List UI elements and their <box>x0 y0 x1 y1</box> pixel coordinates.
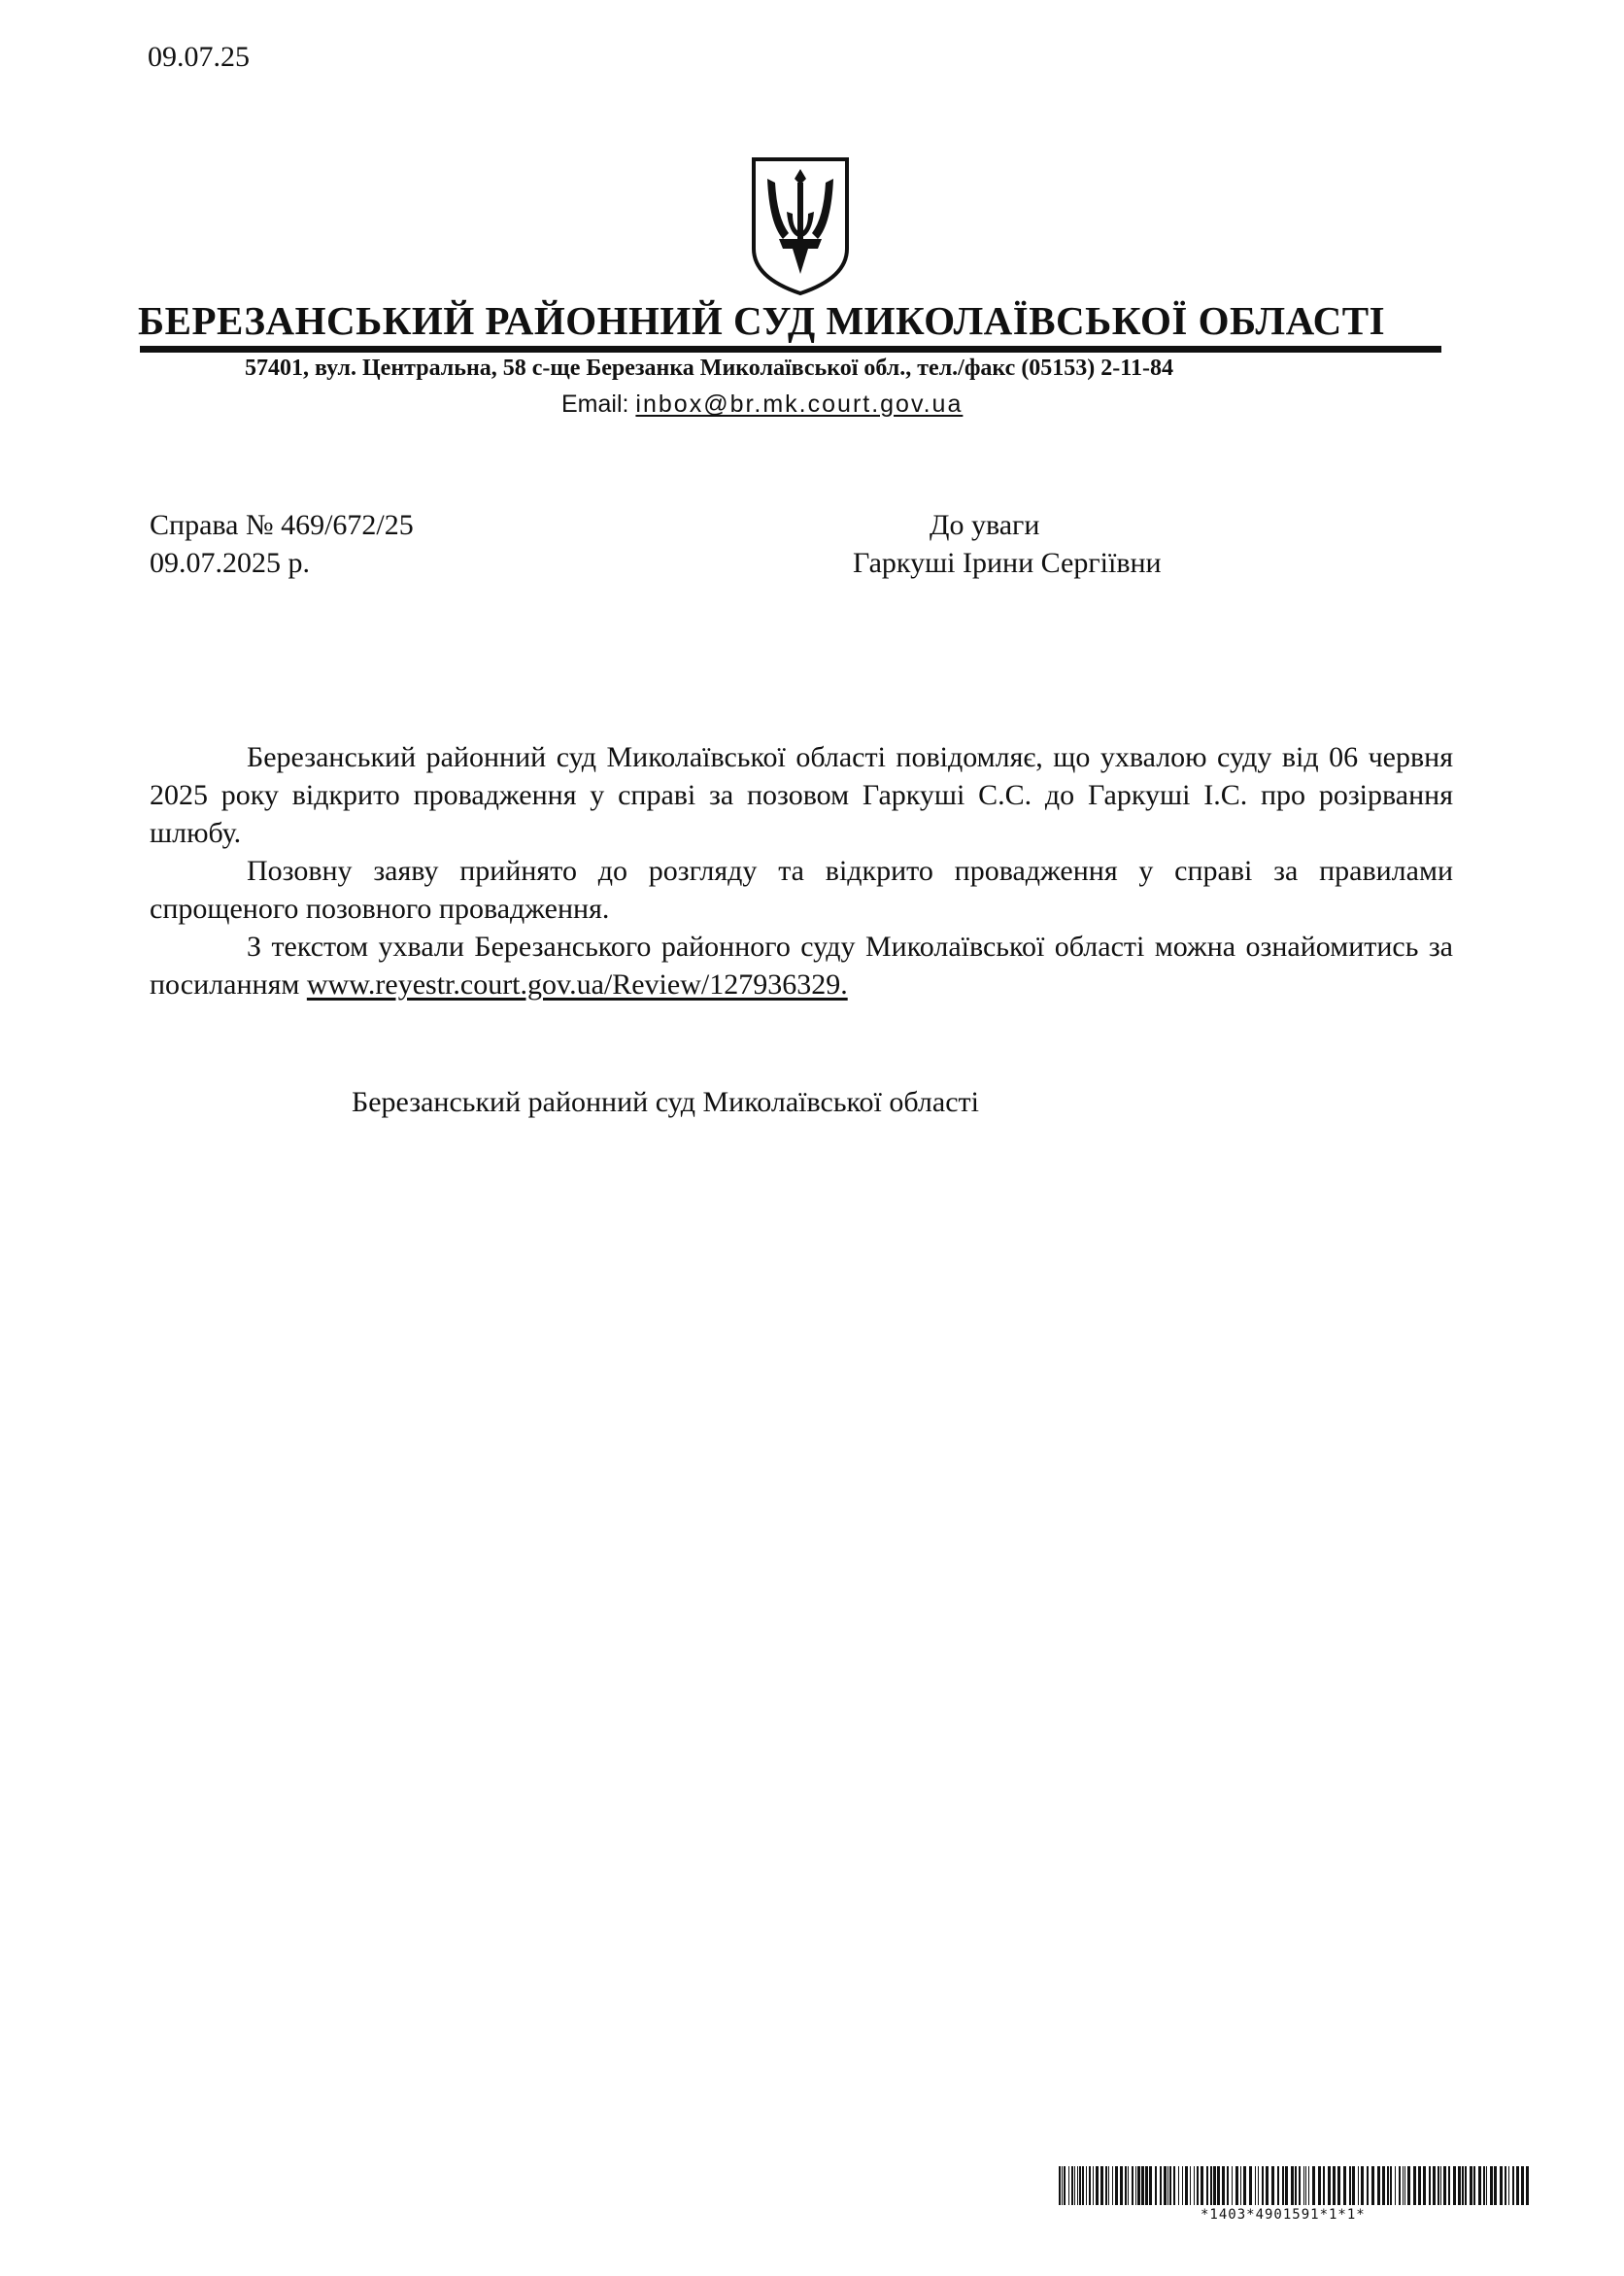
trident-emblem-icon <box>750 155 851 297</box>
paragraph-text <box>150 928 1453 1003</box>
email-line <box>561 391 988 419</box>
court-name-heading: БЕРЕЗАНСЬКИЙ РАЙОННИЙ СУД МИКОЛАЇВСЬКОЇ ОБЛАСТІ <box>138 298 1386 343</box>
top-date: 09.07.25 <box>148 41 250 73</box>
court-address: 57401, вул. Центральна, 58 с-ще Березанка Миколаївської обл., тел./факс (05153) 2-11-84 <box>245 356 1173 381</box>
paragraph-text: Березанський районний суд Миколаївської області повідомляє, що ухвалою суду від 06 червня 2025 року відкрито провадження у справі за позовом Гаркуші С.С. до Гаркуші І.С. про розірвання шлюбу. <box>150 741 1453 849</box>
case-number: Справа № 469/672/25 <box>150 509 414 541</box>
registry-link[interactable]: www.reyestr.court.gov.ua/Review/127936329. <box>306 968 848 1001</box>
email-address[interactable]: inbox@br.mk.court.gov.ua <box>635 391 964 418</box>
recipient-name: Гаркуші Ірини Сергіївни <box>853 547 1162 579</box>
paragraph-text: Позовну заяву прийнято до розгляду та відкрито провадження у справі за правилами спрощеного позовного провадження. <box>150 855 1453 925</box>
header-divider <box>140 346 1441 353</box>
case-date: 09.07.2025 р. <box>150 547 310 579</box>
signature-line: Березанський районний суд Миколаївської області <box>352 1086 979 1118</box>
body-paragraph <box>150 852 1453 928</box>
body-paragraph <box>150 928 1453 1003</box>
email-label: Email: <box>561 391 629 418</box>
attention-label: До уваги <box>930 509 1040 541</box>
body-paragraph <box>150 738 1453 852</box>
barcode-icon <box>1059 2166 1529 2205</box>
barcode-text: *1403*4901591*1*1* <box>1201 2207 1366 2223</box>
paragraph-prefix: З текстом ухвали Березанського районного суду Миколаївської області можна ознайомитись за посиланням <box>150 931 1453 1001</box>
